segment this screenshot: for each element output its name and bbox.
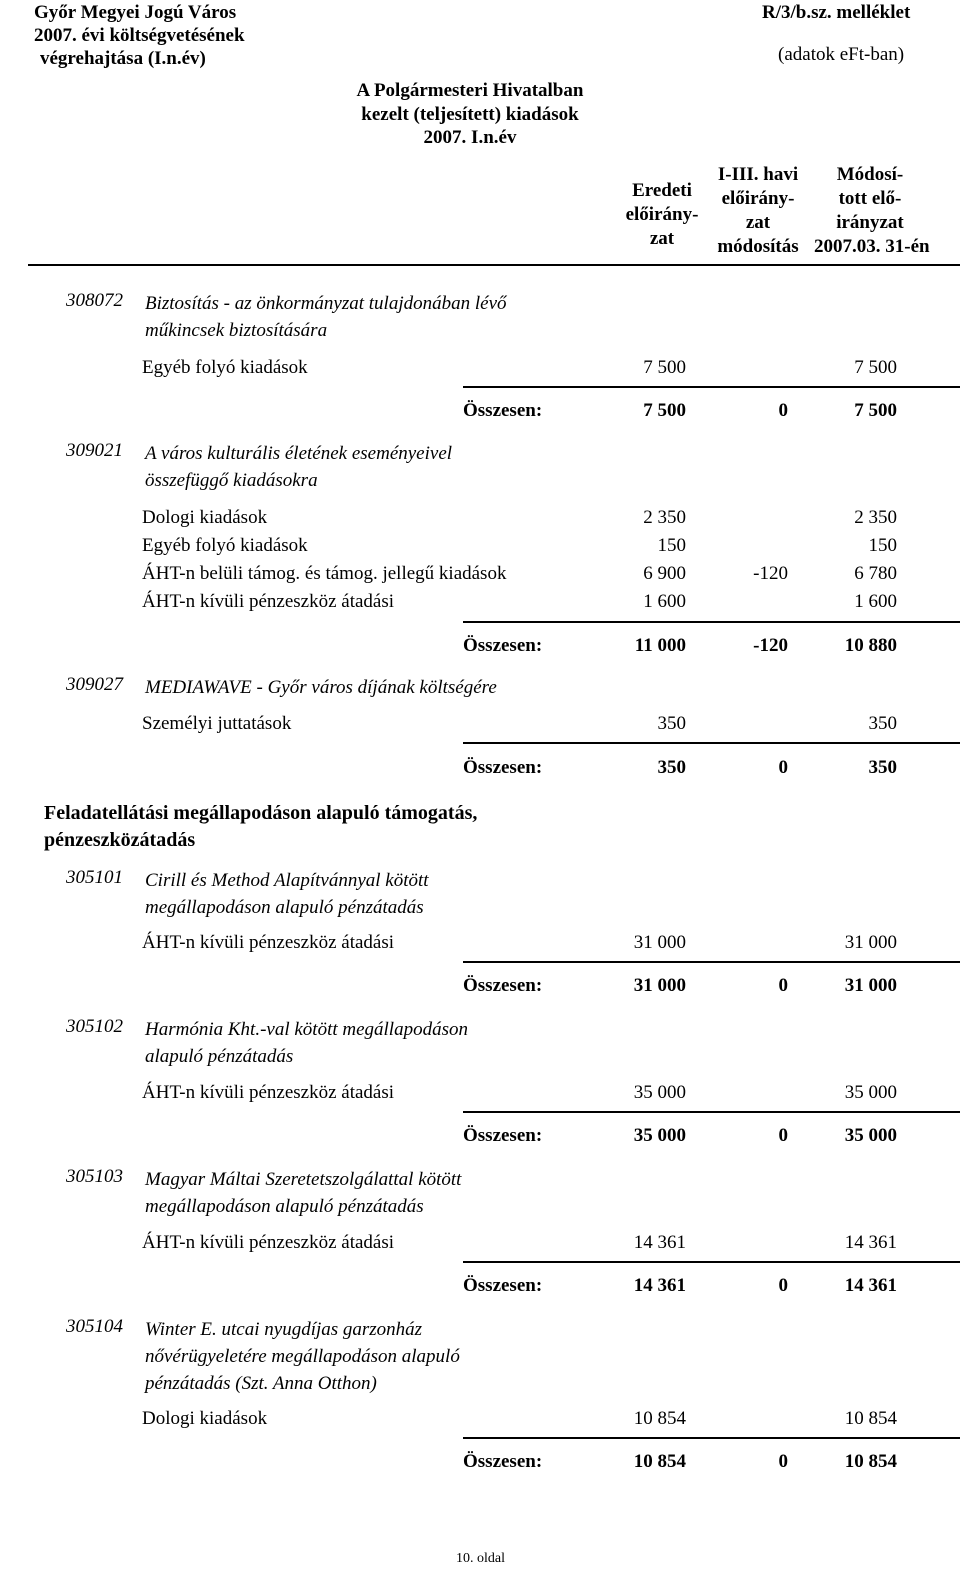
row-original-value: 7 500 bbox=[643, 357, 686, 378]
row-label: ÁHT-n kívüli pénzeszköz átadási bbox=[142, 1232, 395, 1253]
row-modified-value: 350 bbox=[868, 713, 897, 734]
row-modified-value: 7 500 bbox=[854, 357, 897, 378]
total-original-value: 350 bbox=[657, 757, 686, 778]
section-title-line: műkincsek biztosítására bbox=[145, 320, 328, 341]
section-title bbox=[145, 867, 429, 921]
report-title-2: kezelt (teljesített) kiadások bbox=[361, 104, 579, 125]
section-title-line: összefüggő kiadásokra bbox=[145, 470, 318, 491]
section-title bbox=[145, 1316, 460, 1397]
total-divider bbox=[463, 621, 960, 623]
total-label: Összesen: bbox=[463, 1125, 543, 1146]
column-header-modification-line: módosítás bbox=[717, 236, 799, 257]
issuer-line-1: Győr Megyei Jogú Város bbox=[34, 2, 237, 23]
row-original-value: 14 361 bbox=[633, 1232, 686, 1253]
section-code: 309027 bbox=[66, 674, 123, 695]
row-original-value: 31 000 bbox=[633, 932, 686, 953]
row-modified-value: 14 361 bbox=[844, 1232, 897, 1253]
total-original-value: 14 361 bbox=[633, 1275, 686, 1296]
row-modification-value: -120 bbox=[753, 563, 788, 584]
total-label: Összesen: bbox=[463, 975, 543, 996]
row-original-value: 6 900 bbox=[643, 563, 686, 584]
column-header-modification-line: előirány- bbox=[721, 188, 795, 209]
units-label: (adatok eFt-ban) bbox=[778, 44, 905, 65]
row-original-value: 350 bbox=[657, 713, 686, 734]
row-label: ÁHT-n kívüli pénzeszköz átadási bbox=[142, 591, 395, 612]
total-modified-value: 10 880 bbox=[844, 635, 897, 656]
attachment-label: R/3/b.sz. melléklet bbox=[762, 2, 911, 23]
section-title bbox=[145, 1166, 461, 1220]
row-original-value: 150 bbox=[657, 535, 686, 556]
total-label: Összesen: bbox=[463, 757, 543, 778]
total-modified-value: 10 854 bbox=[844, 1451, 897, 1472]
header-divider bbox=[28, 264, 960, 266]
report-title-1: A Polgármesteri Hivatalban bbox=[356, 80, 584, 101]
section-title-line: Cirill és Method Alapítvánnyal kötött bbox=[145, 870, 429, 891]
section-title-line: Magyar Máltai Szeretetszolgálattal kötött bbox=[145, 1169, 462, 1190]
total-modified-value: 14 361 bbox=[844, 1275, 897, 1296]
row-modified-value: 6 780 bbox=[854, 563, 897, 584]
row-original-value: 1 600 bbox=[643, 591, 686, 612]
row-modified-value: 2 350 bbox=[854, 507, 897, 528]
row-original-value: 10 854 bbox=[633, 1408, 686, 1429]
total-modified-value: 7 500 bbox=[854, 400, 897, 421]
section-title bbox=[145, 1016, 468, 1070]
group-heading-line: pénzeszközátadás bbox=[44, 829, 196, 851]
section-code: 305102 bbox=[66, 1016, 123, 1037]
total-label: Összesen: bbox=[463, 400, 543, 421]
total-modification-value: 0 bbox=[778, 1125, 788, 1146]
row-label: ÁHT-n belüli támog. és támog. jellegű kiadások bbox=[142, 563, 507, 584]
total-divider bbox=[463, 1111, 960, 1113]
row-label: ÁHT-n kívüli pénzeszköz átadási bbox=[142, 932, 395, 953]
total-original-value: 7 500 bbox=[643, 400, 686, 421]
section-title-line: Biztosítás - az önkormányzat tulajdonában lévő bbox=[145, 293, 507, 314]
total-original-value: 31 000 bbox=[633, 975, 686, 996]
row-modified-value: 150 bbox=[868, 535, 897, 556]
section-title-line: Harmónia Kht.-val kötött megállapodáson bbox=[145, 1019, 468, 1040]
total-modified-value: 350 bbox=[868, 757, 897, 778]
section-title-line: nővérügyeletére megállapodáson alapuló bbox=[145, 1346, 460, 1367]
section-code: 309021 bbox=[66, 440, 123, 461]
total-modification-value: 0 bbox=[778, 1451, 788, 1472]
total-original-value: 11 000 bbox=[634, 635, 686, 656]
total-divider bbox=[463, 961, 960, 963]
column-header-modification-line: zat bbox=[745, 212, 771, 233]
total-modified-value: 35 000 bbox=[844, 1125, 897, 1146]
section-title-line: pénzátadás (Szt. Anna Otthon) bbox=[145, 1373, 377, 1394]
total-label: Összesen: bbox=[463, 1275, 543, 1296]
total-divider bbox=[463, 742, 960, 744]
total-modification-value: -120 bbox=[753, 635, 788, 656]
row-label: Dologi kiadások bbox=[142, 1408, 268, 1429]
section-title bbox=[145, 440, 452, 494]
total-original-value: 35 000 bbox=[633, 1125, 686, 1146]
total-original-value: 10 854 bbox=[633, 1451, 686, 1472]
column-header-modified-line: Módosí- bbox=[836, 164, 904, 185]
total-modification-value: 0 bbox=[778, 1275, 788, 1296]
section-code: 305104 bbox=[66, 1316, 123, 1337]
row-label: Egyéb folyó kiadások bbox=[142, 357, 308, 378]
section-title-line: megállapodáson alapuló pénzátadás bbox=[145, 1196, 424, 1217]
report-title-3: 2007. I.n.év bbox=[423, 127, 517, 148]
row-original-value: 35 000 bbox=[633, 1082, 686, 1103]
section-title-line: alapuló pénzátadás bbox=[145, 1046, 294, 1067]
total-modification-value: 0 bbox=[778, 400, 788, 421]
total-divider bbox=[463, 1261, 960, 1263]
issuer-line-3: végrehajtása (I.n.év) bbox=[40, 48, 206, 69]
section-title-line: Winter E. utcai nyugdíjas garzonház bbox=[145, 1319, 423, 1340]
column-header-modified-line: tott elő- bbox=[838, 188, 902, 209]
column-header-modified-line: 2007.03. 31-én bbox=[814, 236, 930, 257]
total-divider bbox=[463, 386, 960, 388]
section-code: 305103 bbox=[66, 1166, 123, 1187]
total-label: Összesen: bbox=[463, 635, 543, 656]
total-modified-value: 31 000 bbox=[844, 975, 897, 996]
section-title-line: MEDIAWAVE - Győr város díjának költségére bbox=[145, 677, 497, 698]
column-header-original-line: előirány- bbox=[625, 204, 699, 225]
group-heading-line: Feladatellátási megállapodáson alapuló támogatás, bbox=[44, 802, 478, 824]
section-code: 308072 bbox=[66, 290, 123, 311]
column-header-modified-line: irányzat bbox=[836, 212, 904, 233]
section-title bbox=[145, 290, 507, 344]
section-title bbox=[145, 674, 497, 701]
row-label: Dologi kiadások bbox=[142, 507, 268, 528]
row-label: ÁHT-n kívüli pénzeszköz átadási bbox=[142, 1082, 395, 1103]
total-modification-value: 0 bbox=[778, 975, 788, 996]
row-modified-value: 1 600 bbox=[854, 591, 897, 612]
page-number: 10. oldal bbox=[456, 1551, 505, 1566]
row-modified-value: 35 000 bbox=[844, 1082, 897, 1103]
row-modified-value: 31 000 bbox=[844, 932, 897, 953]
column-header-original-line: zat bbox=[649, 228, 675, 249]
issuer-line-2: 2007. évi költségvetésének bbox=[34, 25, 245, 46]
row-original-value: 2 350 bbox=[643, 507, 686, 528]
total-label: Összesen: bbox=[463, 1451, 543, 1472]
column-header-modification-line: I-III. havi bbox=[717, 164, 799, 185]
total-modification-value: 0 bbox=[778, 757, 788, 778]
row-label: Egyéb folyó kiadások bbox=[142, 535, 308, 556]
column-header-original-line: Eredeti bbox=[632, 180, 692, 201]
section-title-line: megállapodáson alapuló pénzátadás bbox=[145, 897, 424, 918]
row-label: Személyi juttatások bbox=[142, 713, 292, 734]
section-code: 305101 bbox=[66, 867, 123, 888]
row-modified-value: 10 854 bbox=[844, 1408, 897, 1429]
section-title-line: A város kulturális életének eseményeivel bbox=[145, 443, 453, 464]
total-divider bbox=[463, 1437, 960, 1439]
